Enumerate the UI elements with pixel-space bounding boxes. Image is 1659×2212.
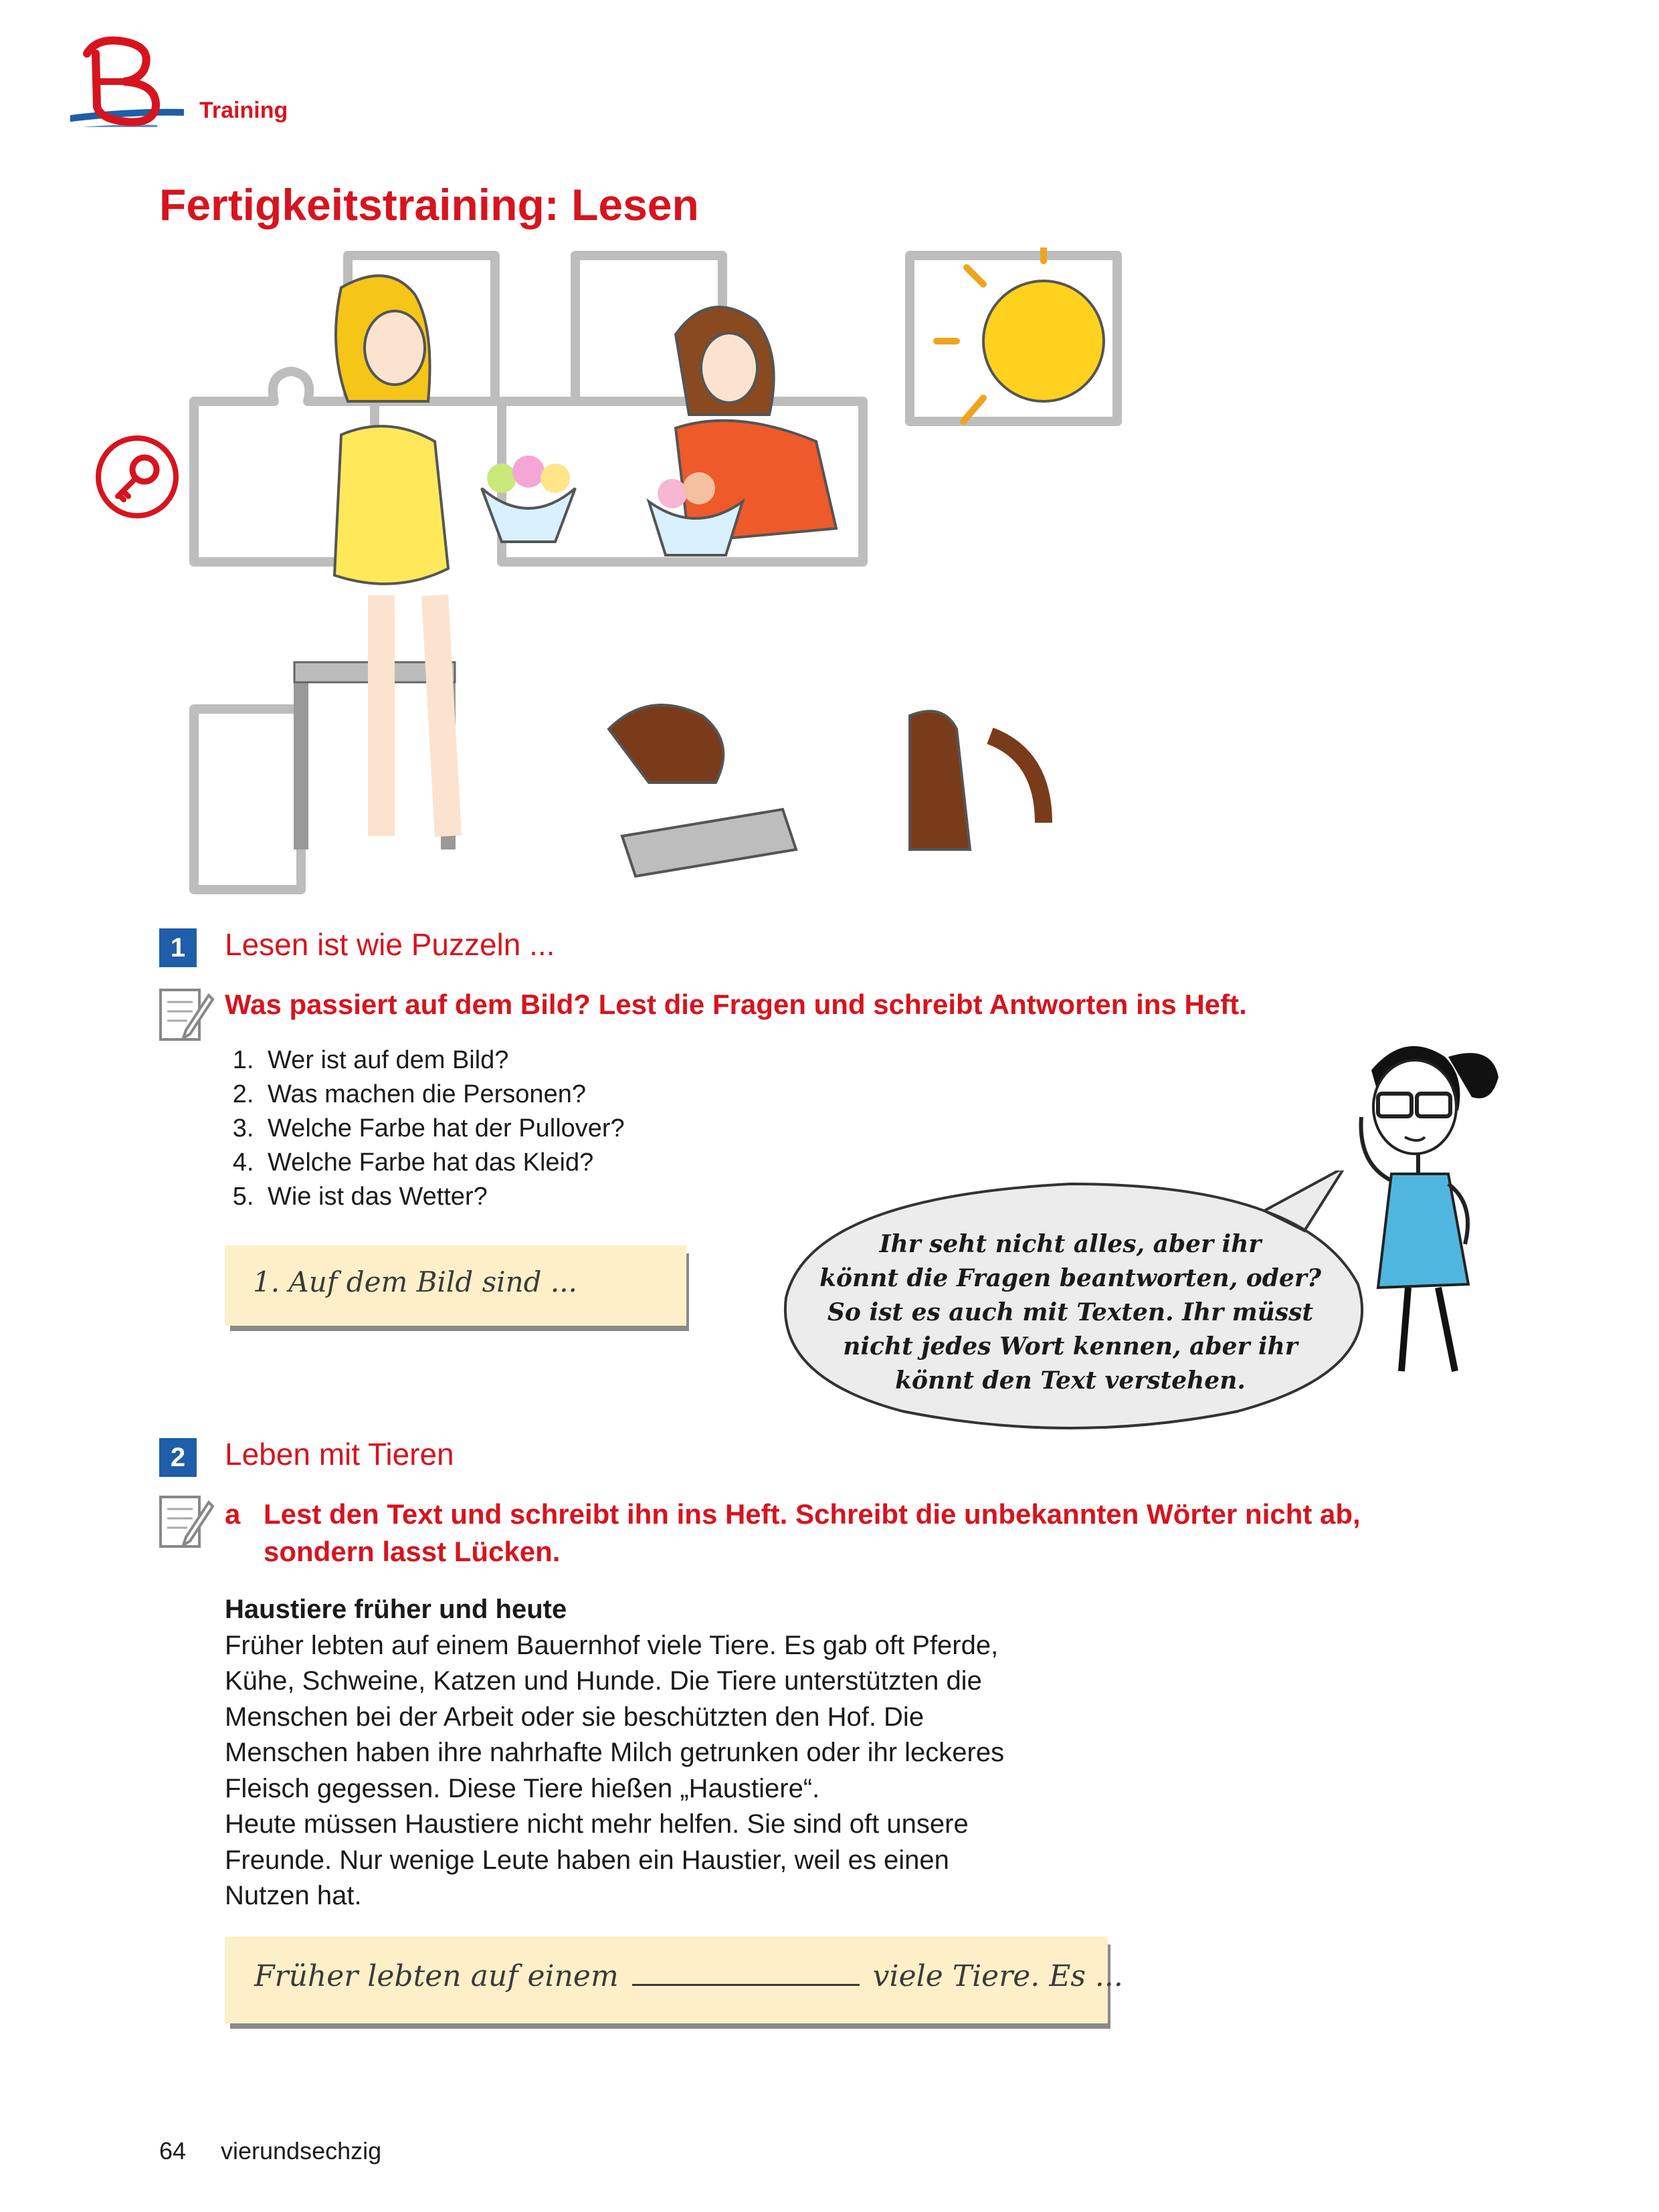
answer-start-1: 1. Auf dem Bild sind ... — [253, 1266, 577, 1298]
part-a-letter: a — [225, 1498, 241, 1530]
text-line: Kühe, Schweine, Katzen und Hunde. Die Tiere unterstützten die — [225, 1666, 982, 1696]
text-line: Früher lebten auf einem Bauernhof viele Tiere. Es gab oft Pferde, — [225, 1630, 999, 1660]
chapter-badge — [70, 27, 184, 127]
exercise-1-title: Lesen ist wie Puzzeln ... — [225, 927, 555, 962]
write-in-notebook-icon — [155, 1490, 217, 1552]
speech-line: Ihr seht nicht alles, aber ihr — [879, 1230, 1262, 1258]
ice-cream-bowl-1 — [482, 456, 575, 542]
text-line: Freunde. Nur wenige Leute haben ein Haustier, weil es einen — [225, 1845, 949, 1875]
girl-with-glasses-character — [1331, 1030, 1525, 1378]
speech-line: könnt die Fragen beantworten, oder? — [819, 1264, 1321, 1292]
blank-gap — [632, 1984, 860, 1986]
section-label: Training — [199, 98, 288, 123]
answer-text-after-gap: viele Tiere. Es ... — [872, 1959, 1123, 1993]
text-line: Menschen haben ihre nahrhafte Milch getrunken oder ihr leckeres — [225, 1738, 1005, 1767]
exercise-2-title: Leben mit Tieren — [225, 1437, 454, 1472]
exercise-1-number: 1 — [159, 928, 197, 967]
exercise-1-instruction: Was passiert auf dem Bild? Lest die Fragen und schreibt Antworten ins Heft. — [225, 989, 1247, 1020]
exercise-2-number: 2 — [159, 1438, 197, 1477]
speech-bubble-text — [779, 1227, 1361, 1398]
text-line: Nutzen hat. — [225, 1881, 362, 1910]
write-in-notebook-icon — [155, 983, 217, 1045]
key-icon — [94, 433, 181, 520]
answer-note-2 — [225, 1936, 1123, 2023]
part-a-instruction — [264, 1496, 1575, 1571]
speech-line: nicht jedes Wort kennen, aber ihr — [843, 1332, 1298, 1361]
dog — [609, 705, 1044, 876]
question-item: 3. Welche Farbe hat der Pullover? — [261, 1112, 625, 1146]
question-list — [194, 1043, 625, 1214]
speech-line: So ist es auch mit Texten. Ihr müsst — [827, 1298, 1314, 1326]
text-line: Menschen bei der Arbeit oder sie beschützten den Hof. Die — [225, 1702, 924, 1732]
instruction-line: sondern lasst Lücken. — [264, 1536, 561, 1567]
answer-note-1 — [225, 1245, 686, 1326]
girl-red-pullover — [676, 307, 836, 542]
page-number: 64 — [159, 2137, 187, 2165]
text-line: Heute müssen Haustiere nicht mehr helfen. Sie sind oft unsere — [225, 1809, 969, 1839]
text-line: Fleisch gegessen. Diese Tiere hießen „Haustiere“. — [225, 1773, 820, 1803]
sun-icon — [937, 247, 1104, 421]
question-item: 5. Wie ist das Wetter? — [261, 1180, 625, 1214]
reading-text-title: Haustiere früher und heute — [225, 1595, 567, 1624]
answer-start-2 — [254, 1959, 1123, 1993]
speech-line: könnt den Text verstehen. — [895, 1367, 1246, 1395]
puzzle-illustration — [181, 247, 1157, 903]
instruction-line: Lest den Text und schreibt ihn ins Heft. Schreibt die unbekannten Wörter nicht ab, — [264, 1498, 1361, 1530]
reading-text — [225, 1592, 1135, 1914]
page-title: Fertigkeitstraining: Lesen — [159, 180, 699, 229]
question-item: 4. Welche Farbe hat das Kleid? — [261, 1146, 625, 1180]
answer-text-before-gap: Früher lebten auf einem — [254, 1959, 619, 1993]
question-item: 2. Was machen die Personen? — [261, 1078, 625, 1112]
question-item: 1. Wer ist auf dem Bild? — [261, 1043, 625, 1078]
page-number-word: vierundsechzig — [221, 2137, 382, 2165]
